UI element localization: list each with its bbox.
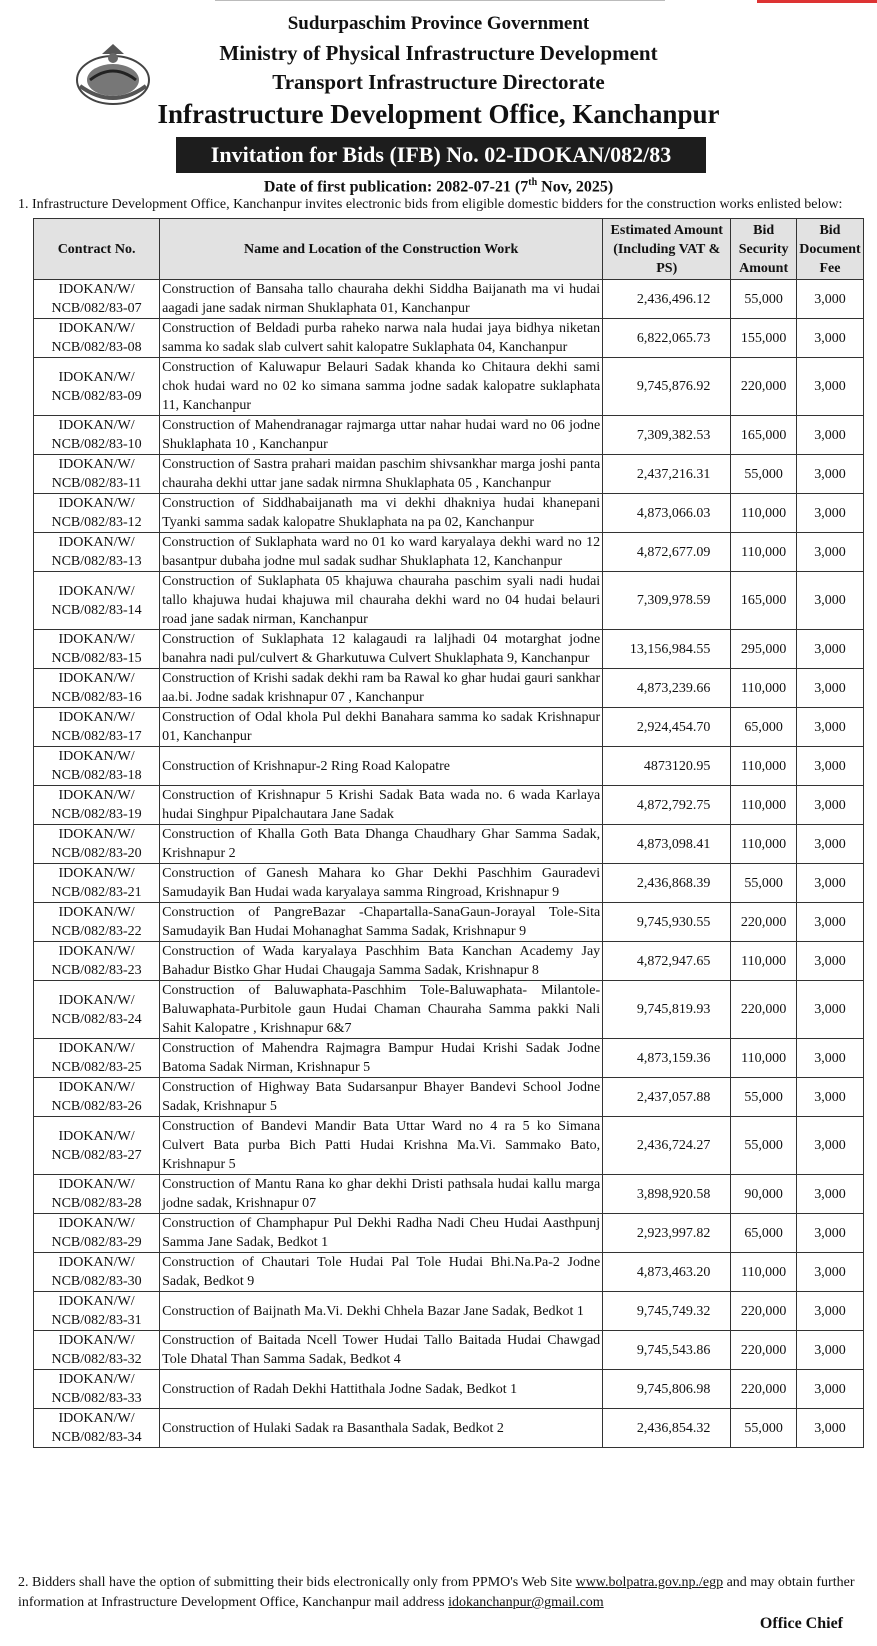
estimated-amount-cell: 9,745,819.93 — [603, 981, 731, 1039]
email-link[interactable]: idokanchanpur@gmail.com — [448, 1595, 604, 1610]
bid-security-cell: 55,000 — [731, 280, 797, 319]
table-row — [34, 1039, 864, 1078]
contract-no-cell: IDOKAN/W/ NCB/082/83-31 — [34, 1292, 160, 1331]
table-row — [34, 708, 864, 747]
table-row — [34, 1214, 864, 1253]
work-description-cell: Construction of Suklaphata 12 kalagaudi ra laljhadi 04 motarghat jodne banahra nadi pul/culvert & Gharkutuwa Culvert Shuklaphata 9, Kanchanpur — [160, 630, 603, 669]
bid-security-cell: 110,000 — [731, 942, 797, 981]
work-description-cell: Construction of Hulaki Sadak ra Basanthala Sadak, Bedkot 2 — [160, 1409, 603, 1448]
bid-security-cell: 220,000 — [731, 1331, 797, 1370]
work-description-cell: Construction of Siddhabaijanath ma vi dekhi dhakniya hudai khanepani Tyanki samma sadak kalopatre Shuklaphata na pa 02, Kanchanpur — [160, 494, 603, 533]
contract-no-cell: IDOKAN/W/ NCB/082/83-20 — [34, 825, 160, 864]
contract-no-cell: IDOKAN/W/ NCB/082/83-21 — [34, 864, 160, 903]
bid-security-cell: 55,000 — [731, 1078, 797, 1117]
document-fee-cell: 3,000 — [796, 1370, 863, 1409]
bid-security-cell: 55,000 — [731, 1117, 797, 1175]
table-row — [34, 747, 864, 786]
top-red-bar — [757, 0, 877, 3]
header-security: Bid Security Amount — [731, 219, 797, 280]
contract-no-cell: IDOKAN/W/ NCB/082/83-22 — [34, 903, 160, 942]
estimated-amount-cell: 4,872,677.09 — [603, 533, 731, 572]
bid-table — [33, 218, 864, 1448]
province-name: Sudurpaschim Province Government — [287, 13, 590, 34]
work-description-cell: Construction of Baijnath Ma.Vi. Dekhi Chhela Bazar Jane Sadak, Bedkot 1 — [160, 1292, 603, 1331]
bid-security-cell: 155,000 — [731, 319, 797, 358]
header-amount: Estimated Amount (Including VAT & PS) — [603, 219, 731, 280]
bid-security-cell: 295,000 — [731, 630, 797, 669]
document-fee-cell: 3,000 — [796, 786, 863, 825]
work-description-cell: Construction of Bandevi Mandir Bata Uttar Ward no 4 ra 5 ko Simana Culvert Bata purba Bich Patti Hudai Krishna Ma.Vi. Sammako Bato, Krishnapur 5 — [160, 1117, 603, 1175]
contract-no-cell: IDOKAN/W/ NCB/082/83-34 — [34, 1409, 160, 1448]
estimated-amount-cell: 4,872,947.65 — [603, 942, 731, 981]
document-fee-cell: 3,000 — [796, 903, 863, 942]
estimated-amount-cell: 9,745,930.55 — [603, 903, 731, 942]
document-fee-cell: 3,000 — [796, 1175, 863, 1214]
document-fee-cell: 3,000 — [796, 747, 863, 786]
estimated-amount-cell: 3,898,920.58 — [603, 1175, 731, 1214]
estimated-amount-cell: 4,873,098.41 — [603, 825, 731, 864]
header-work: Name and Location of the Construction Work — [160, 219, 603, 280]
document-fee-cell: 3,000 — [796, 630, 863, 669]
bid-security-cell: 65,000 — [731, 1214, 797, 1253]
work-description-cell: Construction of Wada karyalaya Paschhim Bata Kanchan Academy Jay Bahadur Bistko Ghar Hudai Chaugaja Samma Sadak, Krishnapur 8 — [160, 942, 603, 981]
estimated-amount-cell: 9,745,749.32 — [603, 1292, 731, 1331]
bid-security-cell: 110,000 — [731, 786, 797, 825]
bid-security-cell: 220,000 — [731, 1370, 797, 1409]
ministry-name: Ministry of Physical Infrastructure Development — [219, 41, 658, 65]
contract-no-cell: IDOKAN/W/ NCB/082/83-16 — [34, 669, 160, 708]
contract-no-cell: IDOKAN/W/ NCB/082/83-23 — [34, 942, 160, 981]
document-fee-cell: 3,000 — [796, 942, 863, 981]
estimated-amount-cell: 4,872,792.75 — [603, 786, 731, 825]
table-row — [34, 669, 864, 708]
bid-security-cell: 65,000 — [731, 708, 797, 747]
contract-no-cell: IDOKAN/W/ NCB/082/83-33 — [34, 1370, 160, 1409]
bid-security-cell: 110,000 — [731, 1253, 797, 1292]
note-text-2: and may obtain further information at Infrastructure Development Office, Kanchanpur mail address — [18, 1575, 855, 1610]
contract-no-cell: IDOKAN/W/ NCB/082/83-26 — [34, 1078, 160, 1117]
table-row — [34, 572, 864, 630]
document-fee-cell: 3,000 — [796, 455, 863, 494]
bid-security-cell: 55,000 — [731, 1409, 797, 1448]
document-fee-cell: 3,000 — [796, 1292, 863, 1331]
note-text-1: 2. Bidders shall have the option of submitting their bids electronically only from PPMO's Web Site — [18, 1575, 576, 1590]
estimated-amount-cell: 6,822,065.73 — [603, 319, 731, 358]
signature: Office Chief — [759, 1615, 843, 1632]
work-description-cell: Construction of Chautari Tole Hudai Pal Tole Hudai Bhi.Na.Pa-2 Jodne Sadak, Bedkot 9 — [160, 1253, 603, 1292]
estimated-amount-cell: 2,436,854.32 — [603, 1409, 731, 1448]
contract-no-cell: IDOKAN/W/ NCB/082/83-09 — [34, 358, 160, 416]
document-fee-cell: 3,000 — [796, 1117, 863, 1175]
estimated-amount-cell: 2,923,997.82 — [603, 1214, 731, 1253]
contract-no-cell: IDOKAN/W/ NCB/082/83-25 — [34, 1039, 160, 1078]
document-fee-cell: 3,000 — [796, 708, 863, 747]
table-row — [34, 416, 864, 455]
header-fee: Bid Document Fee — [796, 219, 863, 280]
contract-no-cell: IDOKAN/W/ NCB/082/83-13 — [34, 533, 160, 572]
table-row — [34, 1175, 864, 1214]
table-row — [34, 1292, 864, 1331]
bid-security-cell: 110,000 — [731, 747, 797, 786]
work-description-cell: Construction of Baitada Ncell Tower Hudai Tallo Baitada Hudai Chawgad Tole Dhatal Than Samma Sadak, Bedkot 4 — [160, 1331, 603, 1370]
work-description-cell: Construction of PangreBazar -Chapartalla-SanaGaun-Jorayal Tole-Sita Samudayik Ban Hudai Mohanaghat Samma Sadak, Krishnapur 9 — [160, 903, 603, 942]
publication-date: Date of first publication: 2082-07-21 (7th Nov, 2025) — [263, 177, 614, 196]
work-description-cell: Construction of Baluwaphata-Paschhim Tole-Baluwaphata- Milantole-Baluwaphata-Purbitole gaun Hudai Chaman Chauraha Samma pakki Nali Sahit Kalopatre , Krishnapur 6&7 — [160, 981, 603, 1039]
estimated-amount-cell: 4,873,159.36 — [603, 1039, 731, 1078]
office-name: Infrastructure Development Office, Kanchanpur — [157, 99, 720, 129]
table-row — [34, 825, 864, 864]
document-fee-cell: 3,000 — [796, 1039, 863, 1078]
table-row — [34, 1370, 864, 1409]
work-description-cell: Construction of Highway Bata Sudarsanpur Bhayer Bandevi School Jodne Sadak, Krishnapur 5 — [160, 1078, 603, 1117]
document-fee-cell: 3,000 — [796, 669, 863, 708]
header-contract-no: Contract No. — [34, 219, 160, 280]
work-description-cell: Construction of Bansaha tallo chauraha dekhi Siddha Baijanath ma vi hudai aagadi jane sadak nirman Shuklaphata 01, Kanchanpur — [160, 280, 603, 319]
document-fee-cell: 3,000 — [796, 494, 863, 533]
document-fee-cell: 3,000 — [796, 416, 863, 455]
estimated-amount-cell: 2,924,454.70 — [603, 708, 731, 747]
contract-no-cell: IDOKAN/W/ NCB/082/83-11 — [34, 455, 160, 494]
contract-no-cell: IDOKAN/W/ NCB/082/83-18 — [34, 747, 160, 786]
bid-security-cell: 220,000 — [731, 358, 797, 416]
intro-text: 1. Infrastructure Development Office, Kanchanpur invites electronic bids from eligible domestic bidders for the construction works enlisted below: — [18, 197, 843, 212]
bid-security-cell: 55,000 — [731, 864, 797, 903]
table-row — [34, 1409, 864, 1448]
estimated-amount-cell: 2,437,057.88 — [603, 1078, 731, 1117]
table-row — [34, 1331, 864, 1370]
work-description-cell: Construction of Krishnapur 5 Krishi Sadak Bata wada no. 6 wada Karlaya hudai Singhpur Pipalchautara Jane Sadak — [160, 786, 603, 825]
estimated-amount-cell: 4,873,066.03 — [603, 494, 731, 533]
document-fee-cell: 3,000 — [796, 1078, 863, 1117]
work-description-cell: Construction of Mahendranagar rajmarga uttar nahar hudai ward no 06 jodne Shuklaphata 10 , Kanchanpur — [160, 416, 603, 455]
contract-no-cell: IDOKAN/W/ NCB/082/83-14 — [34, 572, 160, 630]
table-row — [34, 786, 864, 825]
contract-no-cell: IDOKAN/W/ NCB/082/83-17 — [34, 708, 160, 747]
bolpatra-link[interactable]: www.bolpatra.gov.np./egp — [575, 1575, 724, 1590]
bid-security-cell: 110,000 — [731, 825, 797, 864]
table-row — [34, 319, 864, 358]
bid-security-cell: 220,000 — [731, 903, 797, 942]
estimated-amount-cell: 9,745,876.92 — [603, 358, 731, 416]
contract-no-cell: IDOKAN/W/ NCB/082/83-27 — [34, 1117, 160, 1175]
work-description-cell: Construction of Mantu Rana ko ghar dekhi Dristi pathsala hudai kallu marga jodne sadak, Krishnapur 07 — [160, 1175, 603, 1214]
estimated-amount-cell: 2,437,216.31 — [603, 455, 731, 494]
estimated-amount-cell: 7,309,382.53 — [603, 416, 731, 455]
contract-no-cell: IDOKAN/W/ NCB/082/83-28 — [34, 1175, 160, 1214]
contract-no-cell: IDOKAN/W/ NCB/082/83-15 — [34, 630, 160, 669]
table-row — [34, 1253, 864, 1292]
contract-no-cell: IDOKAN/W/ NCB/082/83-24 — [34, 981, 160, 1039]
top-rule — [215, 0, 665, 4]
contract-no-cell: IDOKAN/W/ NCB/082/83-07 — [34, 280, 160, 319]
contract-no-cell: IDOKAN/W/ NCB/082/83-19 — [34, 786, 160, 825]
directorate-name: Transport Infrastructure Directorate — [272, 70, 605, 94]
table-row — [34, 494, 864, 533]
bid-security-cell: 55,000 — [731, 455, 797, 494]
table-row — [34, 981, 864, 1039]
table-row — [34, 864, 864, 903]
estimated-amount-cell: 9,745,543.86 — [603, 1331, 731, 1370]
table-row — [34, 358, 864, 416]
contract-no-cell: IDOKAN/W/ NCB/082/83-08 — [34, 319, 160, 358]
work-description-cell: Construction of Suklaphata ward no 01 ko ward karyalaya dekhi ward no 12 basantpur dubaha jodne mul sadak sudhar Shuklaphata 12, Kanchanpur — [160, 533, 603, 572]
estimated-amount-cell: 9,745,806.98 — [603, 1370, 731, 1409]
table-row — [34, 942, 864, 981]
estimated-amount-cell: 4,873,239.66 — [603, 669, 731, 708]
bid-security-cell: 110,000 — [731, 669, 797, 708]
table-row — [34, 280, 864, 319]
bid-security-cell: 110,000 — [731, 533, 797, 572]
work-description-cell: Construction of Ganesh Mahara ko Ghar Dekhi Paschhim Gauradevi Samudayik Ban Hudai wada karyalaya samma Ringroad, Krishnapur 9 — [160, 864, 603, 903]
contract-no-cell: IDOKAN/W/ NCB/082/83-29 — [34, 1214, 160, 1253]
estimated-amount-cell: 13,156,984.55 — [603, 630, 731, 669]
table-row — [34, 533, 864, 572]
table-row — [34, 903, 864, 942]
bid-security-cell: 110,000 — [731, 494, 797, 533]
submission-note — [18, 1573, 858, 1613]
work-description-cell: Construction of Krishnapur-2 Ring Road Kalopatre — [160, 747, 603, 786]
document-fee-cell: 3,000 — [796, 864, 863, 903]
estimated-amount-cell: 2,436,868.39 — [603, 864, 731, 903]
estimated-amount-cell: 2,436,724.27 — [603, 1117, 731, 1175]
bid-security-cell: 110,000 — [731, 1039, 797, 1078]
work-description-cell: Construction of Krishi sadak dekhi ram ba Rawal ko ghar hudai gauri sankhar aa.bi. Jodne sadak krishnapur 07 , Kanchanpur — [160, 669, 603, 708]
contract-no-cell: IDOKAN/W/ NCB/082/83-10 — [34, 416, 160, 455]
contract-no-cell: IDOKAN/W/ NCB/082/83-32 — [34, 1331, 160, 1370]
document-fee-cell: 3,000 — [796, 1214, 863, 1253]
work-description-cell: Construction of Champhapur Pul Dekhi Radha Nadi Cheu Hudai Aasthpunj Samma Jane Sadak, Bedkot 1 — [160, 1214, 603, 1253]
document-fee-cell: 3,000 — [796, 825, 863, 864]
work-description-cell: Construction of Odal khola Pul dekhi Banahara samma ko sadak Krishnapur 01, Kanchanpur — [160, 708, 603, 747]
work-description-cell: Construction of Beldadi purba raheko narwa nala hudai jaya bidhya niketan samma ko sadak slab culvert sahit kalopatre Suklaphata 04, Kanchanpur — [160, 319, 603, 358]
estimated-amount-cell: 4,873,463.20 — [603, 1253, 731, 1292]
ifb-title: Invitation for Bids (IFB) No. 02-IDOKAN/082/83 — [176, 137, 706, 173]
work-description-cell: Construction of Sastra prahari maidan paschim shivsankhar marga joshi panta chauraha dekhi uttar jane sadak nirmna Shuklaphata 05 , Kanchanpur — [160, 455, 603, 494]
bid-security-cell: 165,000 — [731, 572, 797, 630]
work-description-cell: Construction of Mahendra Rajmagra Bampur Hudai Krishi Sadak Jodne Batoma Sadak Nirman, Krishnapur 5 — [160, 1039, 603, 1078]
table-row — [34, 455, 864, 494]
document-fee-cell: 3,000 — [796, 572, 863, 630]
contract-no-cell: IDOKAN/W/ NCB/082/83-12 — [34, 494, 160, 533]
document-fee-cell: 3,000 — [796, 280, 863, 319]
bid-security-cell: 165,000 — [731, 416, 797, 455]
estimated-amount-cell: 2,436,496.12 — [603, 280, 731, 319]
document-fee-cell: 3,000 — [796, 1253, 863, 1292]
work-description-cell: Construction of Khalla Goth Bata Dhanga Chaudhary Ghar Samma Sadak, Krishnapur 2 — [160, 825, 603, 864]
bid-security-cell: 220,000 — [731, 1292, 797, 1331]
table-row — [34, 1117, 864, 1175]
table-row — [34, 1078, 864, 1117]
bid-security-cell: 90,000 — [731, 1175, 797, 1214]
document-fee-cell: 3,000 — [796, 981, 863, 1039]
estimated-amount-cell: 4873120.95 — [603, 747, 731, 786]
document-fee-cell: 3,000 — [796, 1409, 863, 1448]
bid-security-cell: 220,000 — [731, 981, 797, 1039]
table-header-row — [34, 219, 864, 280]
estimated-amount-cell: 7,309,978.59 — [603, 572, 731, 630]
contract-no-cell: IDOKAN/W/ NCB/082/83-30 — [34, 1253, 160, 1292]
document-fee-cell: 3,000 — [796, 1331, 863, 1370]
work-description-cell: Construction of Radah Dekhi Hattithala Jodne Sadak, Bedkot 1 — [160, 1370, 603, 1409]
document-fee-cell: 3,000 — [796, 533, 863, 572]
document-fee-cell: 3,000 — [796, 319, 863, 358]
work-description-cell: Construction of Suklaphata 05 khajuwa chauraha paschim syali nadi hudai tallo khajuwa hudai khajuwa mil chauraha dekhi ward no 04 hudai belauri road jane sadak nirman, Kanchanpur — [160, 572, 603, 630]
work-description-cell: Construction of Kaluwapur Belauri Sadak khanda ko Chitaura dekhi sami chok hudai ward no 02 ko simana samma jodne sadak kalopatre suklaphata 11, Kanchanpur — [160, 358, 603, 416]
document-fee-cell: 3,000 — [796, 358, 863, 416]
table-row — [34, 630, 864, 669]
